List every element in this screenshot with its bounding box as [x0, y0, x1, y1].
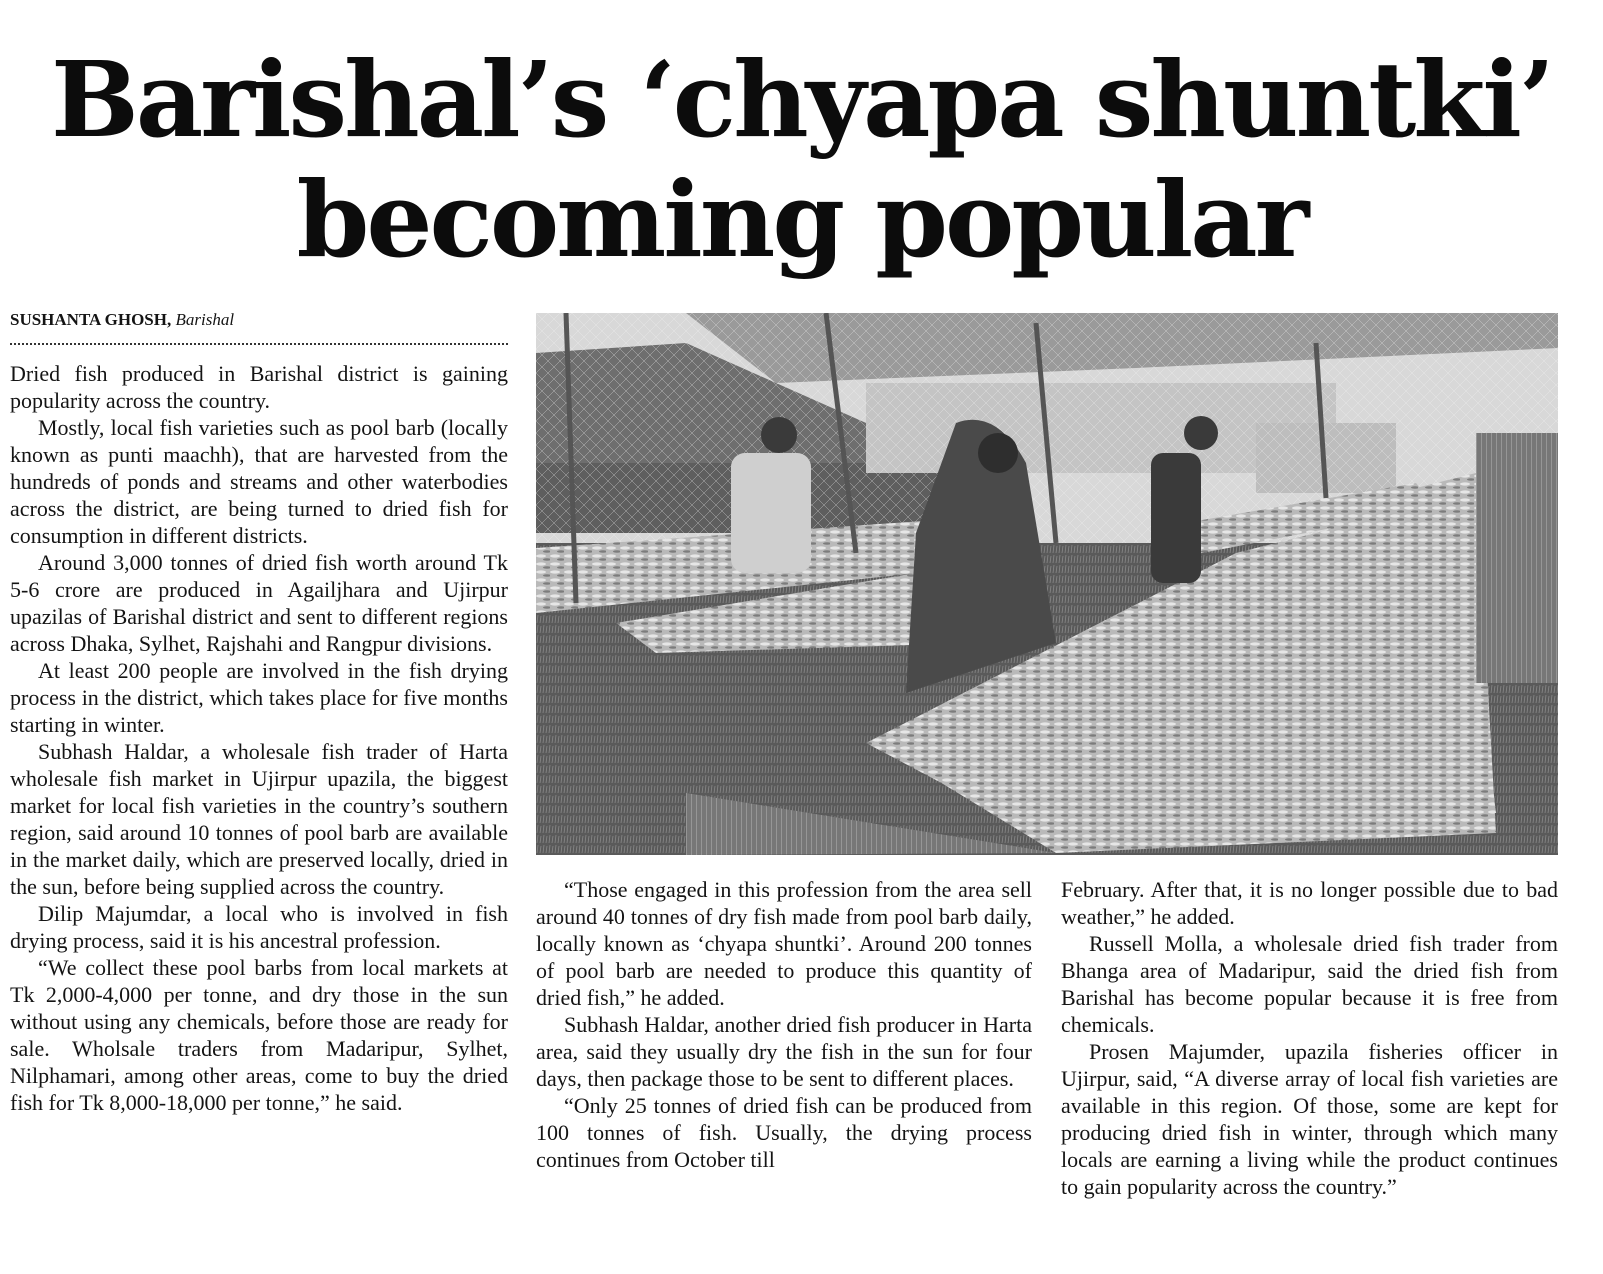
article-column-3 — [1061, 876, 1558, 1200]
paragraph: Dried fish produced in Barishal district is gaining popularity across the country. — [10, 361, 508, 413]
paragraph: Subhash Haldar, another dried fish producer in Harta area, said they usually dry the fish in the sun for four days, then package those to be sent to different places. — [536, 1012, 1032, 1091]
fence — [1476, 433, 1558, 683]
paragraph: At least 200 people are involved in the fish drying process in the district, which takes place for five months starting in winter. — [10, 658, 508, 737]
paragraph: “We collect these pool barbs from local markets at Tk 2,000-4,000 per tonne, and dry those in the sun without using any chemicals, before those are ready for sale. Wholsale traders from Madaripur, Sylhet, Nilphamari, among other areas, come to buy the dried fish for Tk 8,000-18,000 per tonne,” he said. — [10, 955, 508, 1115]
byline-author: SUSHANTA GHOSH, — [10, 310, 172, 329]
byline-divider — [10, 343, 508, 345]
paragraph: “Only 25 tonnes of dried fish can be produced from 100 tonnes of fish. Usually, the drying process continues from October till — [536, 1093, 1032, 1172]
paragraph: Prosen Majumder, upazila fisheries officer in Ujirpur, said, “A diverse array of local fish varieties are available in this region. Of those, some are kept for producing dried fish in winter, through which many locals are earning a living while the product continues to gain popularity across the country.” — [1061, 1039, 1558, 1199]
headline-line-2: becoming popular — [296, 158, 1307, 281]
paragraph: Russell Molla, a wholesale dried fish trader from Bhanga area of Madaripur, said the dried fish from Barishal has become popular because it is free from chemicals. — [1061, 931, 1558, 1037]
headline-line-1: Barishal’s ‘chyapa shuntki’ — [50, 38, 1553, 161]
paragraph: Subhash Haldar, a wholesale fish trader of Harta wholesale fish market in Ujirpur upazila, the biggest market for local fish varieties in the country’s southern region, said around 10 tonnes of pool barb are available in the market daily, which are preserved locally, dried in the sun, before being supplied across the country. — [10, 739, 508, 899]
paragraph: “Those engaged in this profession from the area sell around 40 tonnes of dry fish made from pool barb daily, locally known as ‘chyapa shuntki’. Around 200 tonnes of pool barb are needed to produce this quantity of dried fish,” he added. — [536, 877, 1032, 1010]
fish-drying-scene — [536, 313, 1558, 855]
paragraph: February. After that, it is no longer possible due to bad weather,” he added. — [1061, 877, 1558, 929]
paragraph: Dilip Majumdar, a local who is involved in fish drying process, said it is his ancestral profession. — [10, 901, 508, 953]
byline-location: Barishal — [175, 310, 235, 329]
news-photo — [536, 313, 1558, 855]
paragraph: Around 3,000 tonnes of dried fish worth around Tk 5-6 crore are produced in Agailjhara and Ujirpur upazilas of Barishal district and sent to different regions across Dhaka, Sylhet, Rajshahi and Rangpur divisions. — [10, 550, 508, 656]
article-column-2 — [536, 876, 1032, 1173]
article-column-1 — [10, 360, 508, 1116]
byline — [10, 308, 510, 332]
paragraph: Mostly, local fish varieties such as pool barb (locally known as punti maachh), that are harvested from the hundreds of ponds and streams and other waterbodies across the district, are being turned to dried fish for consumption in different districts. — [10, 415, 508, 548]
